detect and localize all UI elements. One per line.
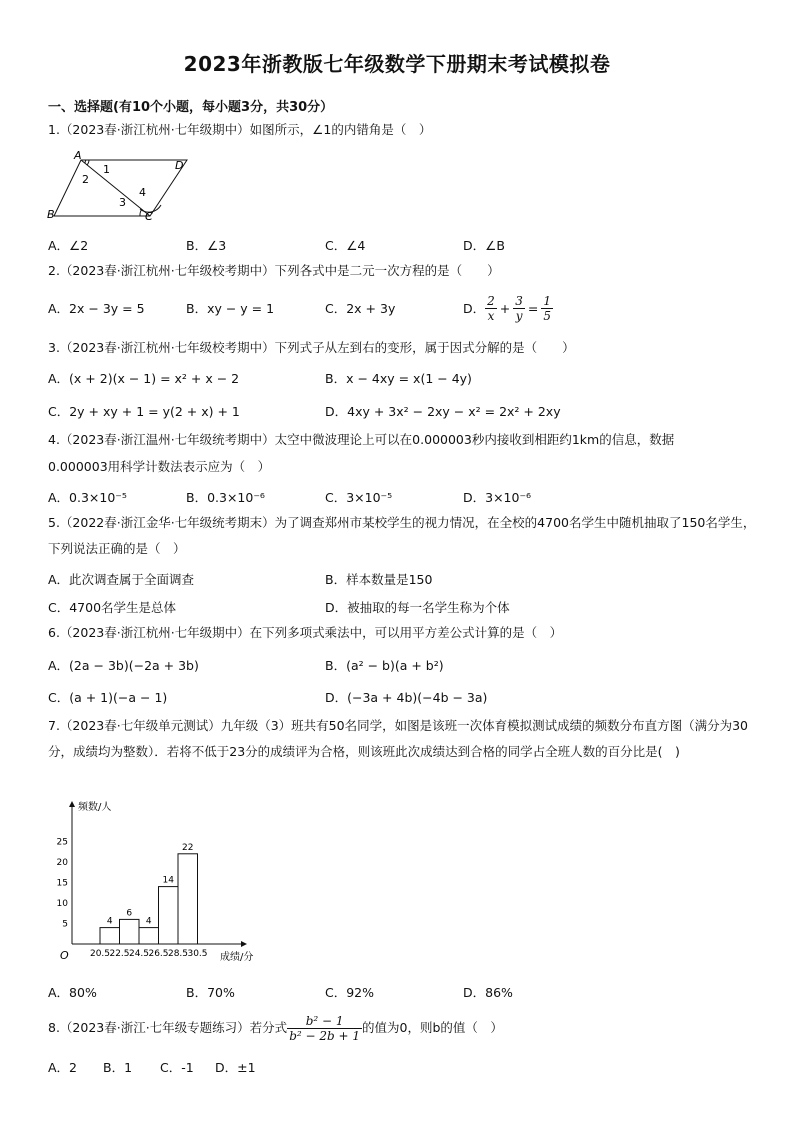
histogram-bar-2 [139,928,159,944]
section-heading: 一、选择题(有10个小题，每小题3分，共30分） [48,100,334,115]
q2-frac-1-5: $\frac{1}{5}$ [543,293,552,323]
q1-option-c[interactable]: C．∠4 [325,238,366,253]
q4-option-c[interactable]: C．3×10⁻⁵ [325,490,393,505]
q7-option-b[interactable]: B．70% [186,985,235,1000]
bar-value-label-1: 6 [126,908,133,919]
x-tick-label-1: 22.5 [109,949,130,959]
x-tick-label-2: 24.5 [128,949,150,959]
q4-stem-line1: 4.（2023春·浙江温州·七年级统考期中）太空中微波理论上可以在0.000003秒内接收到相距约1km的信息，数据 [48,432,675,447]
histogram-bar-1 [120,919,140,944]
x-tick-label-4: 28.5 [167,949,189,959]
q5-option-b[interactable]: B．样本数量是150 [325,572,433,587]
bar-value-label-3: 14 [162,875,174,886]
label-angle-4: 4 [139,186,146,199]
x-tick-label-3: 26.5 [148,949,169,959]
q7-option-a[interactable]: A．80% [48,985,97,1000]
q2-frac-3-y: $\frac{3}{y}$ [515,293,523,323]
q7-option-d[interactable]: D．86% [463,985,513,1000]
q5-option-a[interactable]: A．此次调查属于全面调查 [48,572,195,587]
q6-option-d[interactable]: D．(−3a + 4b)(−4b − 3a) [325,690,488,705]
label-d: D [175,159,184,172]
q2-stem: 2.（2023春·浙江杭州·七年级校考期中）下列各式中是二元一次方程的是（ ） [48,263,500,278]
x-axis-label: 成绩/分 [220,952,254,963]
q3-stem: 3.（2023春·浙江杭州·七年级校考期中）下列式子从左到右的变形，属于因式分解的是（ ） [48,340,575,355]
q5-option-d[interactable]: D．被抽取的每一名学生称为个体 [325,600,510,615]
label-angle-1: 1 [103,163,110,176]
label-c: C [145,210,153,223]
q6-option-b[interactable]: B．(a² − b)(a + b²) [325,658,444,673]
y-tick-label-0: 5 [62,919,68,930]
origin-label: O [60,949,69,962]
y-tick-label-3: 20 [56,858,68,868]
q4-stem-line2: 0.000003用科学计数法表示应为（ ） [48,459,271,474]
x-tick-label-0: 20.5 [89,949,111,959]
x-tick-label-5: 30.5 [187,949,208,959]
bar-value-label-4: 22 [182,842,194,853]
q8-stem-post: 的值为0，则b的值（ ） [362,1020,503,1035]
label-angle-2: 2 [82,173,89,186]
q8-fraction: $\frac{\text{b² − 1}}{\text{b² − 2b + 1}}$ [289,1013,360,1043]
q8-option-d[interactable]: D．±1 [215,1060,256,1075]
page-title: 2023年浙教版七年级数学下册期末考试模拟卷 [183,52,611,76]
y-tick-label-2: 15 [56,878,68,889]
histogram-bar-0 [100,928,120,944]
equals-sign: = [527,300,539,316]
q7-option-c[interactable]: C．92% [325,985,375,1000]
q2-option-d[interactable] [463,288,553,328]
q5-stem: 5.（2022春·浙江金华·七年级统考期末）为了调查郑州市某校学生的视力情况，在全校的4700名学生中随机抽取了150名学生，下列说法正确的是（ ） [48,515,756,556]
y-tick-label-1: 10 [56,899,68,909]
bar-value-label-2: 4 [145,916,152,927]
q8-option-c[interactable]: C．-1 [160,1060,194,1075]
q3-option-d[interactable]: D．4xy + 3x² − 2xy − x² = 2x² + 2xy [325,404,561,419]
q3-option-b[interactable]: B．x − 4xy = x(1 − 4y) [325,371,472,386]
q1-stem: 1.（2023春·浙江杭州·七年级期中）如图所示，∠1的内错角是（ ） [48,122,432,137]
label-angle-3: 3 [119,196,126,209]
label-b: B [47,208,55,221]
angle-arc-1 [87,160,89,165]
q2-option-d-label: D． [463,301,486,316]
y-axis-label: 频数/人 [78,802,112,813]
label-a: A [74,149,82,162]
q2-option-b[interactable]: B．xy − y = 1 [186,301,275,316]
q8-stem-pre: 8.（2023春·浙江·七年级专题练习）若分式 [48,1020,288,1035]
q4-option-a[interactable]: A．0.3×10⁻⁵ [48,490,127,505]
q8-stem [48,1008,503,1048]
histogram-bar-3 [159,887,179,944]
q2-frac-2-x: $\frac{2}{x}$ [487,293,495,323]
q2-option-a[interactable]: A．2x − 3y = 5 [48,301,145,316]
q8-option-a[interactable]: A．2 [48,1060,78,1075]
bar-value-label-0: 4 [106,916,113,927]
q1-option-a[interactable]: A．∠2 [48,238,89,253]
q1-option-d[interactable]: D．∠B [463,238,505,253]
q1-figure-parallelogram [44,148,194,223]
q3-option-c[interactable]: C．2y + xy + 1 = y(2 + x) + 1 [48,404,240,419]
q6-option-c[interactable]: C．(a + 1)(−a − 1) [48,690,168,705]
q6-option-a[interactable]: A．(2a − 3b)(−2a + 3b) [48,658,199,673]
q4-option-d[interactable]: D．3×10⁻⁶ [463,490,532,505]
q3-option-a[interactable]: A．(x + 2)(x − 1) = x² + x − 2 [48,371,240,386]
q2-option-c[interactable]: C．2x + 3y [325,301,396,316]
q6-stem: 6.（2023春·浙江杭州·七年级期中）在下列多项式乘法中，可以用平方差公式计算的是（ ） [48,625,563,640]
q4-option-b[interactable]: B．0.3×10⁻⁶ [186,490,265,505]
q5-option-c[interactable]: C．4700名学生是总体 [48,600,177,615]
q8-option-b[interactable]: B．1 [103,1060,133,1075]
plus-sign: + [499,300,511,316]
q1-option-b[interactable]: B．∠3 [186,238,227,253]
q7-stem: 7.（2023春·七年级单元测试）九年级（3）班共有50名同学，如图是该班一次体育模拟测试成绩的频数分布直方图（满分为30分，成绩均为整数）．若将不低于23分的成绩评为合格，则该班此次成绩达到合格的同学占全班人数的百分比是( ) [48,718,748,759]
y-tick-label-4: 25 [56,837,68,848]
histogram-bar-4 [178,854,198,944]
q7-histogram [44,796,274,968]
